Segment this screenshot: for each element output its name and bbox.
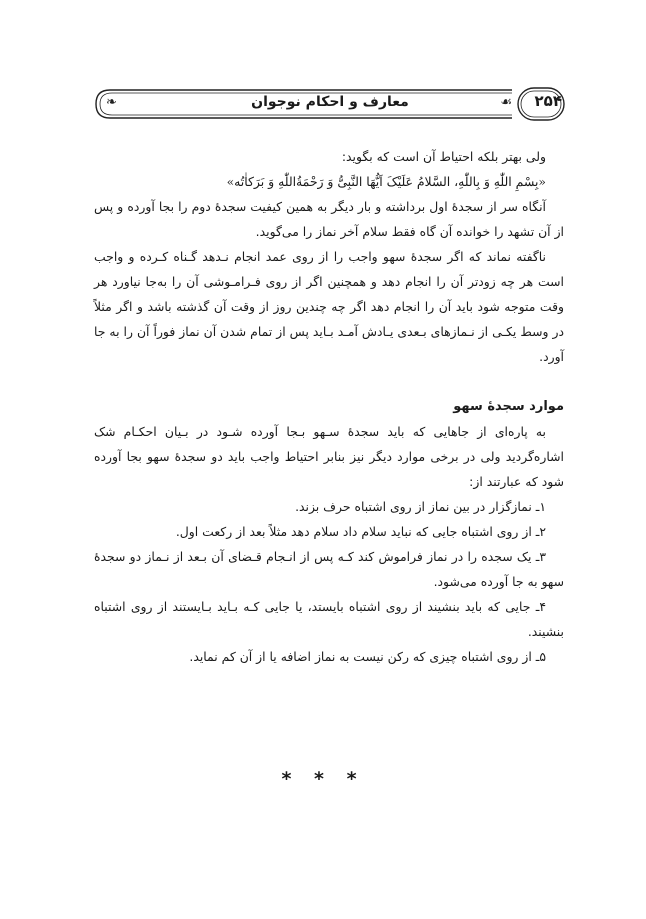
- running-header: [92, 86, 568, 122]
- page-number: ۲۵۴: [534, 92, 562, 110]
- header-ornament-left-icon: ❧: [106, 95, 117, 110]
- header-ornament-right-icon: ☙: [500, 95, 512, 110]
- list-item: ۳ـ یک سجده را در نماز فراموش کند کـه پس از انـجام قـضای آن بـعد از نـماز دو سجدهٔ سهو به جا آورده می‌شود.: [94, 549, 564, 589]
- paragraph-cases-intro: به پاره‌ای از جاهایی که باید سجدهٔ سـهو بـجا آورده شـود در بـیان احکـام شک اشاره‌گردید ولی در برخی موارد دیگر نیز بنابر احتیاط واجب باید دو سجدهٔ سهو بجا آورده شود که عبارتند از:: [94, 424, 564, 489]
- running-title: معارف و احکام نوجوان: [251, 94, 409, 110]
- paragraph-intro: ولی بهتر بلکه احتیاط آن است که بگوید:: [341, 149, 546, 164]
- list-item: ۴ـ جایی که باید بنشیند از روی اشتباه بایستد، یا جایی کـه بـاید بـایستند از روی اشتباه بنشیند.: [94, 599, 564, 639]
- paragraph-neglect: ناگفته نماند که اگر سجدهٔ سهو واجب را از روی عمد انجام نـدهد گـناه کـرده و واجب است هر چه زودتر آن را انجام دهد و همچنین اگر از روی فـرامـوشی آن را به‌جا نیاورد هر وقت متوجه شود باید آن را انجام دهد اگر چه چندین روز از وقت آن گذشته باشد و اگر مثلاً در وسط یکـی از نـمازهای بـعدی یـادش آمـد بـاید پس از تمام شدن آن نماز فوراً آن را به جا آورد.: [94, 249, 564, 364]
- list-item: ۱ـ نمازگزار در بین نماز از روی اشتباه حرف بزند.: [295, 499, 546, 514]
- salutation-verse: «بِسْمِ اللّٰهِ وَ بِاللّٰهِ، السَّلامُ عَلَیْکَ اَیُّهَا النَّبِیُّ وَ رَحْمَةُاللّٰهِ وَ بَرَکاٰتُه»: [226, 174, 546, 189]
- section-heading: موارد سجدهٔ سهو: [453, 399, 564, 414]
- list-item: ۵ـ از روی اشتباه چیزی که رکن نیست به نماز اضافه یا از آن کم نماید.: [189, 649, 546, 664]
- paragraph-second-prostration: آنگاه سر از سجدهٔ اول برداشته و بار دیگر به همین کیفیت سجدهٔ دوم را بجا آورده و پس از آن تشهد را خوانده آن گاه فقط سلام آخر نماز را می‌گوید.: [94, 199, 564, 239]
- list-item: ۲ـ از روی اشتباه جایی که نباید سلام داد سلام دهد مثلاً بعد از رکعت اول.: [175, 524, 546, 539]
- end-of-section-mark: * * *: [281, 768, 365, 790]
- page-body: [94, 144, 564, 669]
